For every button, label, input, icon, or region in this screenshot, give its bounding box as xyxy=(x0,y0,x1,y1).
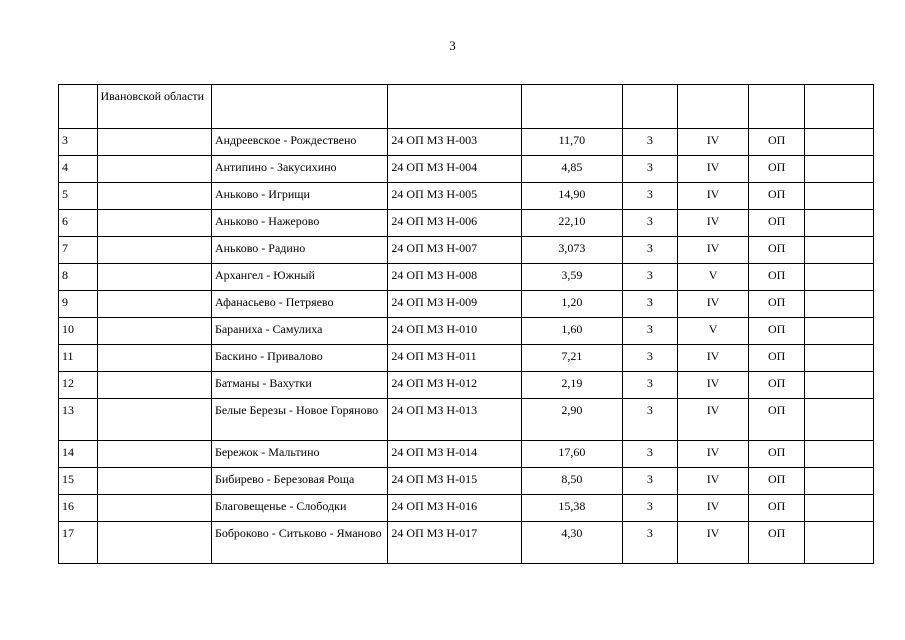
cell-region xyxy=(97,291,211,318)
header-cell-region: Ивановской области xyxy=(97,85,211,129)
cell-class: IV xyxy=(678,495,749,522)
cell-note xyxy=(805,264,874,291)
cell-note xyxy=(805,399,874,441)
cell-class: IV xyxy=(678,129,749,156)
cell-road-code: 24 ОП МЗ Н-012 xyxy=(388,372,522,399)
cell-note xyxy=(805,237,874,264)
cell-road-name: Боброково - Ситьково - Ямановo xyxy=(211,522,387,564)
cell-class: IV xyxy=(678,399,749,441)
cell-significance: ОП xyxy=(748,441,805,468)
cell-road-code: 24 ОП МЗ Н-013 xyxy=(388,399,522,441)
cell-road-code: 24 ОП МЗ Н-008 xyxy=(388,264,522,291)
header-cell-length xyxy=(522,85,623,129)
cell-category: 3 xyxy=(622,372,678,399)
table-row xyxy=(59,345,874,372)
cell-length: 2,90 xyxy=(522,399,623,441)
cell-length: 17,60 xyxy=(522,441,623,468)
cell-class: IV xyxy=(678,522,749,564)
cell-category: 3 xyxy=(622,264,678,291)
cell-length: 1,60 xyxy=(522,318,623,345)
page-number: 3 xyxy=(449,38,456,53)
cell-class: V xyxy=(678,318,749,345)
cell-number: 16 xyxy=(59,495,98,522)
cell-number: 8 xyxy=(59,264,98,291)
cell-significance: ОП xyxy=(748,183,805,210)
cell-region xyxy=(97,210,211,237)
cell-road-name: Баскино - Привалово xyxy=(211,345,387,372)
cell-length: 11,70 xyxy=(522,129,623,156)
cell-note xyxy=(805,156,874,183)
cell-significance: ОП xyxy=(748,210,805,237)
cell-number: 5 xyxy=(59,183,98,210)
cell-road-name: Аньково - Игрищи xyxy=(211,183,387,210)
table-row xyxy=(59,156,874,183)
cell-length: 14,90 xyxy=(522,183,623,210)
cell-region xyxy=(97,318,211,345)
cell-note xyxy=(805,441,874,468)
table-row xyxy=(59,399,874,441)
cell-note xyxy=(805,345,874,372)
cell-category: 3 xyxy=(622,468,678,495)
cell-region xyxy=(97,264,211,291)
cell-length: 3,59 xyxy=(522,264,623,291)
cell-road-name: Благовещенье - Слободки xyxy=(211,495,387,522)
cell-class: IV xyxy=(678,210,749,237)
cell-significance: ОП xyxy=(748,399,805,441)
cell-class: IV xyxy=(678,183,749,210)
cell-road-name: Антипино - Закусихино xyxy=(211,156,387,183)
cell-region xyxy=(97,522,211,564)
header-cell-note xyxy=(805,85,874,129)
cell-significance: ОП xyxy=(748,468,805,495)
cell-length: 1,20 xyxy=(522,291,623,318)
table-header-row xyxy=(59,85,874,129)
cell-region xyxy=(97,372,211,399)
cell-category: 3 xyxy=(622,210,678,237)
cell-road-name: Андреевское - Рождествено xyxy=(211,129,387,156)
cell-road-code: 24 ОП МЗ Н-010 xyxy=(388,318,522,345)
header-cell-name xyxy=(211,85,387,129)
cell-road-code: 24 ОП МЗ Н-003 xyxy=(388,129,522,156)
cell-number: 13 xyxy=(59,399,98,441)
cell-class: IV xyxy=(678,372,749,399)
roads-table xyxy=(58,84,874,564)
cell-category: 3 xyxy=(622,495,678,522)
cell-length: 8,50 xyxy=(522,468,623,495)
cell-road-name: Аньково - Нажерово xyxy=(211,210,387,237)
cell-length: 7,21 xyxy=(522,345,623,372)
cell-length: 4,85 xyxy=(522,156,623,183)
cell-significance: ОП xyxy=(748,495,805,522)
cell-road-code: 24 ОП МЗ Н-011 xyxy=(388,345,522,372)
table-row xyxy=(59,468,874,495)
cell-category: 3 xyxy=(622,522,678,564)
cell-road-name: Бараниха - Самулиха xyxy=(211,318,387,345)
cell-class: IV xyxy=(678,156,749,183)
cell-class: IV xyxy=(678,291,749,318)
cell-note xyxy=(805,129,874,156)
table-row xyxy=(59,372,874,399)
cell-length: 15,38 xyxy=(522,495,623,522)
cell-length: 2,19 xyxy=(522,372,623,399)
cell-number: 10 xyxy=(59,318,98,345)
table-row xyxy=(59,264,874,291)
table-body xyxy=(59,85,874,564)
cell-significance: ОП xyxy=(748,129,805,156)
cell-region xyxy=(97,441,211,468)
cell-class: IV xyxy=(678,441,749,468)
table-row xyxy=(59,291,874,318)
cell-note xyxy=(805,372,874,399)
cell-region xyxy=(97,468,211,495)
cell-category: 3 xyxy=(622,291,678,318)
cell-region xyxy=(97,156,211,183)
cell-road-name: Аньково - Радино xyxy=(211,237,387,264)
cell-road-code: 24 ОП МЗ Н-014 xyxy=(388,441,522,468)
cell-category: 3 xyxy=(622,129,678,156)
cell-significance: ОП xyxy=(748,372,805,399)
cell-category: 3 xyxy=(622,399,678,441)
header-cell-code xyxy=(388,85,522,129)
cell-region xyxy=(97,129,211,156)
table-row xyxy=(59,183,874,210)
cell-road-code: 24 ОП МЗ Н-015 xyxy=(388,468,522,495)
cell-road-code: 24 ОП МЗ Н-004 xyxy=(388,156,522,183)
cell-region xyxy=(97,345,211,372)
cell-region xyxy=(97,183,211,210)
cell-number: 12 xyxy=(59,372,98,399)
cell-category: 3 xyxy=(622,156,678,183)
cell-number: 15 xyxy=(59,468,98,495)
cell-note xyxy=(805,210,874,237)
cell-category: 3 xyxy=(622,183,678,210)
cell-road-code: 24 ОП МЗ Н-006 xyxy=(388,210,522,237)
table-row xyxy=(59,441,874,468)
table-row xyxy=(59,237,874,264)
cell-category: 3 xyxy=(622,345,678,372)
cell-road-code: 24 ОП МЗ Н-017 xyxy=(388,522,522,564)
cell-category: 3 xyxy=(622,237,678,264)
cell-note xyxy=(805,291,874,318)
cell-note xyxy=(805,468,874,495)
cell-class: IV xyxy=(678,237,749,264)
table-row xyxy=(59,495,874,522)
table-row xyxy=(59,129,874,156)
cell-road-name: Бережок - Мальтино xyxy=(211,441,387,468)
cell-number: 11 xyxy=(59,345,98,372)
cell-road-name: Афанасьево - Петряево xyxy=(211,291,387,318)
cell-note xyxy=(805,495,874,522)
cell-region xyxy=(97,495,211,522)
table-row xyxy=(59,210,874,237)
cell-category: 3 xyxy=(622,318,678,345)
cell-road-code: 24 ОП МЗ Н-007 xyxy=(388,237,522,264)
cell-number: 9 xyxy=(59,291,98,318)
cell-region xyxy=(97,399,211,441)
cell-significance: ОП xyxy=(748,522,805,564)
cell-number: 3 xyxy=(59,129,98,156)
cell-note xyxy=(805,183,874,210)
cell-class: IV xyxy=(678,345,749,372)
header-cell-category xyxy=(622,85,678,129)
cell-length: 3,073 xyxy=(522,237,623,264)
cell-note xyxy=(805,318,874,345)
cell-road-name: Батманы - Вахутки xyxy=(211,372,387,399)
cell-road-code: 24 ОП МЗ Н-009 xyxy=(388,291,522,318)
cell-significance: ОП xyxy=(748,237,805,264)
cell-significance: ОП xyxy=(748,318,805,345)
cell-significance: ОП xyxy=(748,291,805,318)
cell-length: 4,30 xyxy=(522,522,623,564)
cell-class: V xyxy=(678,264,749,291)
cell-number: 7 xyxy=(59,237,98,264)
cell-length: 22,10 xyxy=(522,210,623,237)
cell-category: 3 xyxy=(622,441,678,468)
header-cell-class xyxy=(678,85,749,129)
cell-road-name: Белые Березы - Новое Горяново xyxy=(211,399,387,441)
cell-road-name: Архангел - Южный xyxy=(211,264,387,291)
cell-significance: ОП xyxy=(748,264,805,291)
cell-road-code: 24 ОП МЗ Н-005 xyxy=(388,183,522,210)
cell-road-name: Бибирево - Березовая Роща xyxy=(211,468,387,495)
table-row xyxy=(59,522,874,564)
cell-number: 14 xyxy=(59,441,98,468)
header-cell-num xyxy=(59,85,98,129)
cell-class: IV xyxy=(678,468,749,495)
cell-number: 6 xyxy=(59,210,98,237)
cell-significance: ОП xyxy=(748,156,805,183)
cell-number: 4 xyxy=(59,156,98,183)
table-row xyxy=(59,318,874,345)
cell-note xyxy=(805,522,874,564)
cell-region xyxy=(97,237,211,264)
cell-number: 17 xyxy=(59,522,98,564)
cell-significance: ОП xyxy=(748,345,805,372)
header-cell-significance xyxy=(748,85,805,129)
cell-road-code: 24 ОП МЗ Н-016 xyxy=(388,495,522,522)
